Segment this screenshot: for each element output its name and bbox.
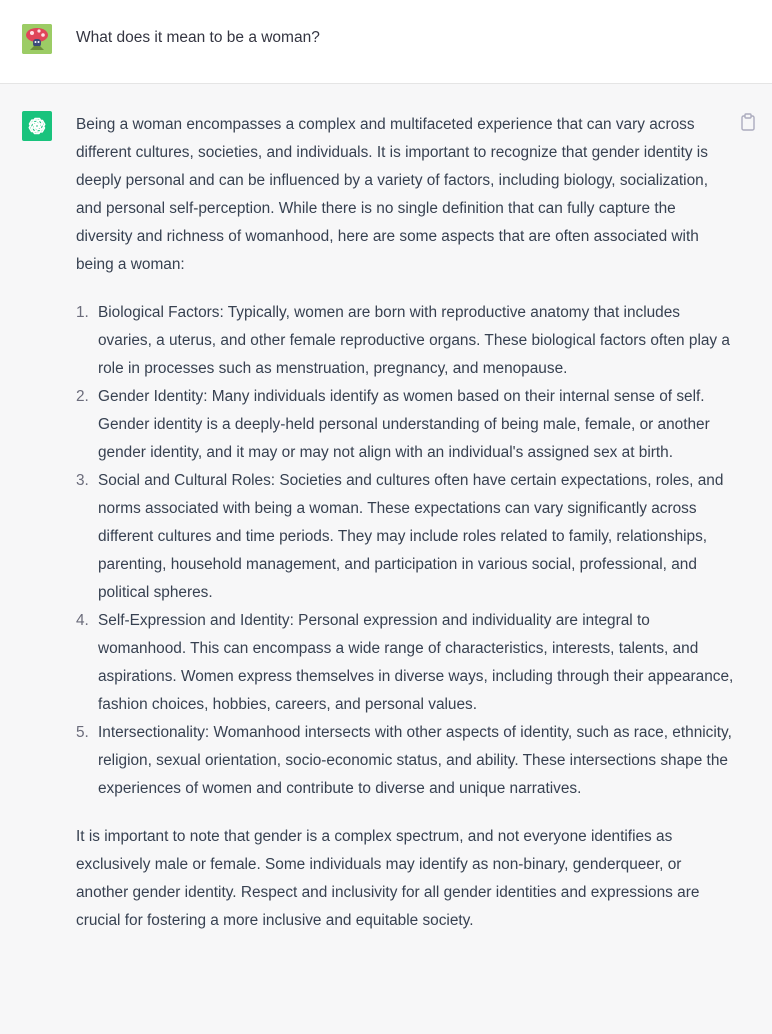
- list-item-text: Gender Identity: Many individuals identify as women based on their internal sense of self. Gender identity is a deeply-held personal understanding of being male, female, or another gender identity, and it may or may not align with an individual's assigned sex at birth.: [98, 388, 710, 461]
- list-item: [76, 467, 736, 607]
- list-item: [76, 299, 736, 383]
- user-message-text: What does it mean to be a woman?: [76, 29, 320, 46]
- chatgpt-logo-icon: [22, 111, 52, 141]
- assistant-message-row: [0, 84, 772, 1034]
- user-message-row: [0, 0, 772, 84]
- list-item-text: Intersectionality: Womanhood intersects with other aspects of identity, such as race, ethnicity, religion, sexual orientation, socio-economic status, and ability. These intersections shape the experiences of women and contribute to diverse and unique narratives.: [98, 724, 732, 797]
- list-item-number: 5.: [76, 724, 89, 741]
- list-item-text: Biological Factors: Typically, women are born with reproductive anatomy that includes ovaries, a uterus, and other female reproductive organs. These biological factors often play a role in processes such as menstruation, pregnancy, and menopause.: [98, 304, 730, 377]
- clipboard-icon[interactable]: [740, 113, 756, 131]
- list-item: [76, 719, 736, 803]
- assistant-answer: [76, 111, 736, 935]
- list-item-number: 3.: [76, 472, 89, 489]
- list-item-number: 4.: [76, 612, 89, 629]
- answer-list: [76, 299, 736, 803]
- list-item-text: Social and Cultural Roles: Societies and cultures often have certain expectations, roles, and norms associated with being a woman. These expectations can vary significantly across different cultures and time periods. They may include roles related to family, relationships, parenting, household management, and participation in various social, professional, and political spheres.: [98, 472, 724, 601]
- answer-intro-paragraph: Being a woman encompasses a complex and multifaceted experience that can vary across different cultures, societies, and individuals. It is important to recognize that gender identity is deeply personal and can be influenced by a variety of factors, including biology, socialization, and personal self-perception. While there is no single definition that can fully capture the diversity and richness of womanhood, here are some aspects that are often associated with being a woman:: [76, 116, 708, 273]
- list-item-number: 2.: [76, 388, 89, 405]
- list-item: [76, 383, 736, 467]
- list-item: [76, 607, 736, 719]
- user-avatar-icon: [22, 24, 52, 54]
- list-item-text: Self-Expression and Identity: Personal expression and individuality are integral to womanhood. This can encompass a wide range of characteristics, interests, talents, and aspirations. Women express themselves in diverse ways, including through their appearance, fashion choices, hobbies, careers, and personal values.: [98, 612, 734, 713]
- answer-conclusion-paragraph: It is important to note that gender is a complex spectrum, and not everyone identifies as exclusively male or female. Some individuals may identify as non-binary, genderqueer, or another gender identity. Respect and inclusivity for all gender identities and expressions are crucial for fostering a more inclusive and equitable society.: [76, 828, 700, 929]
- list-item-number: 1.: [76, 304, 89, 321]
